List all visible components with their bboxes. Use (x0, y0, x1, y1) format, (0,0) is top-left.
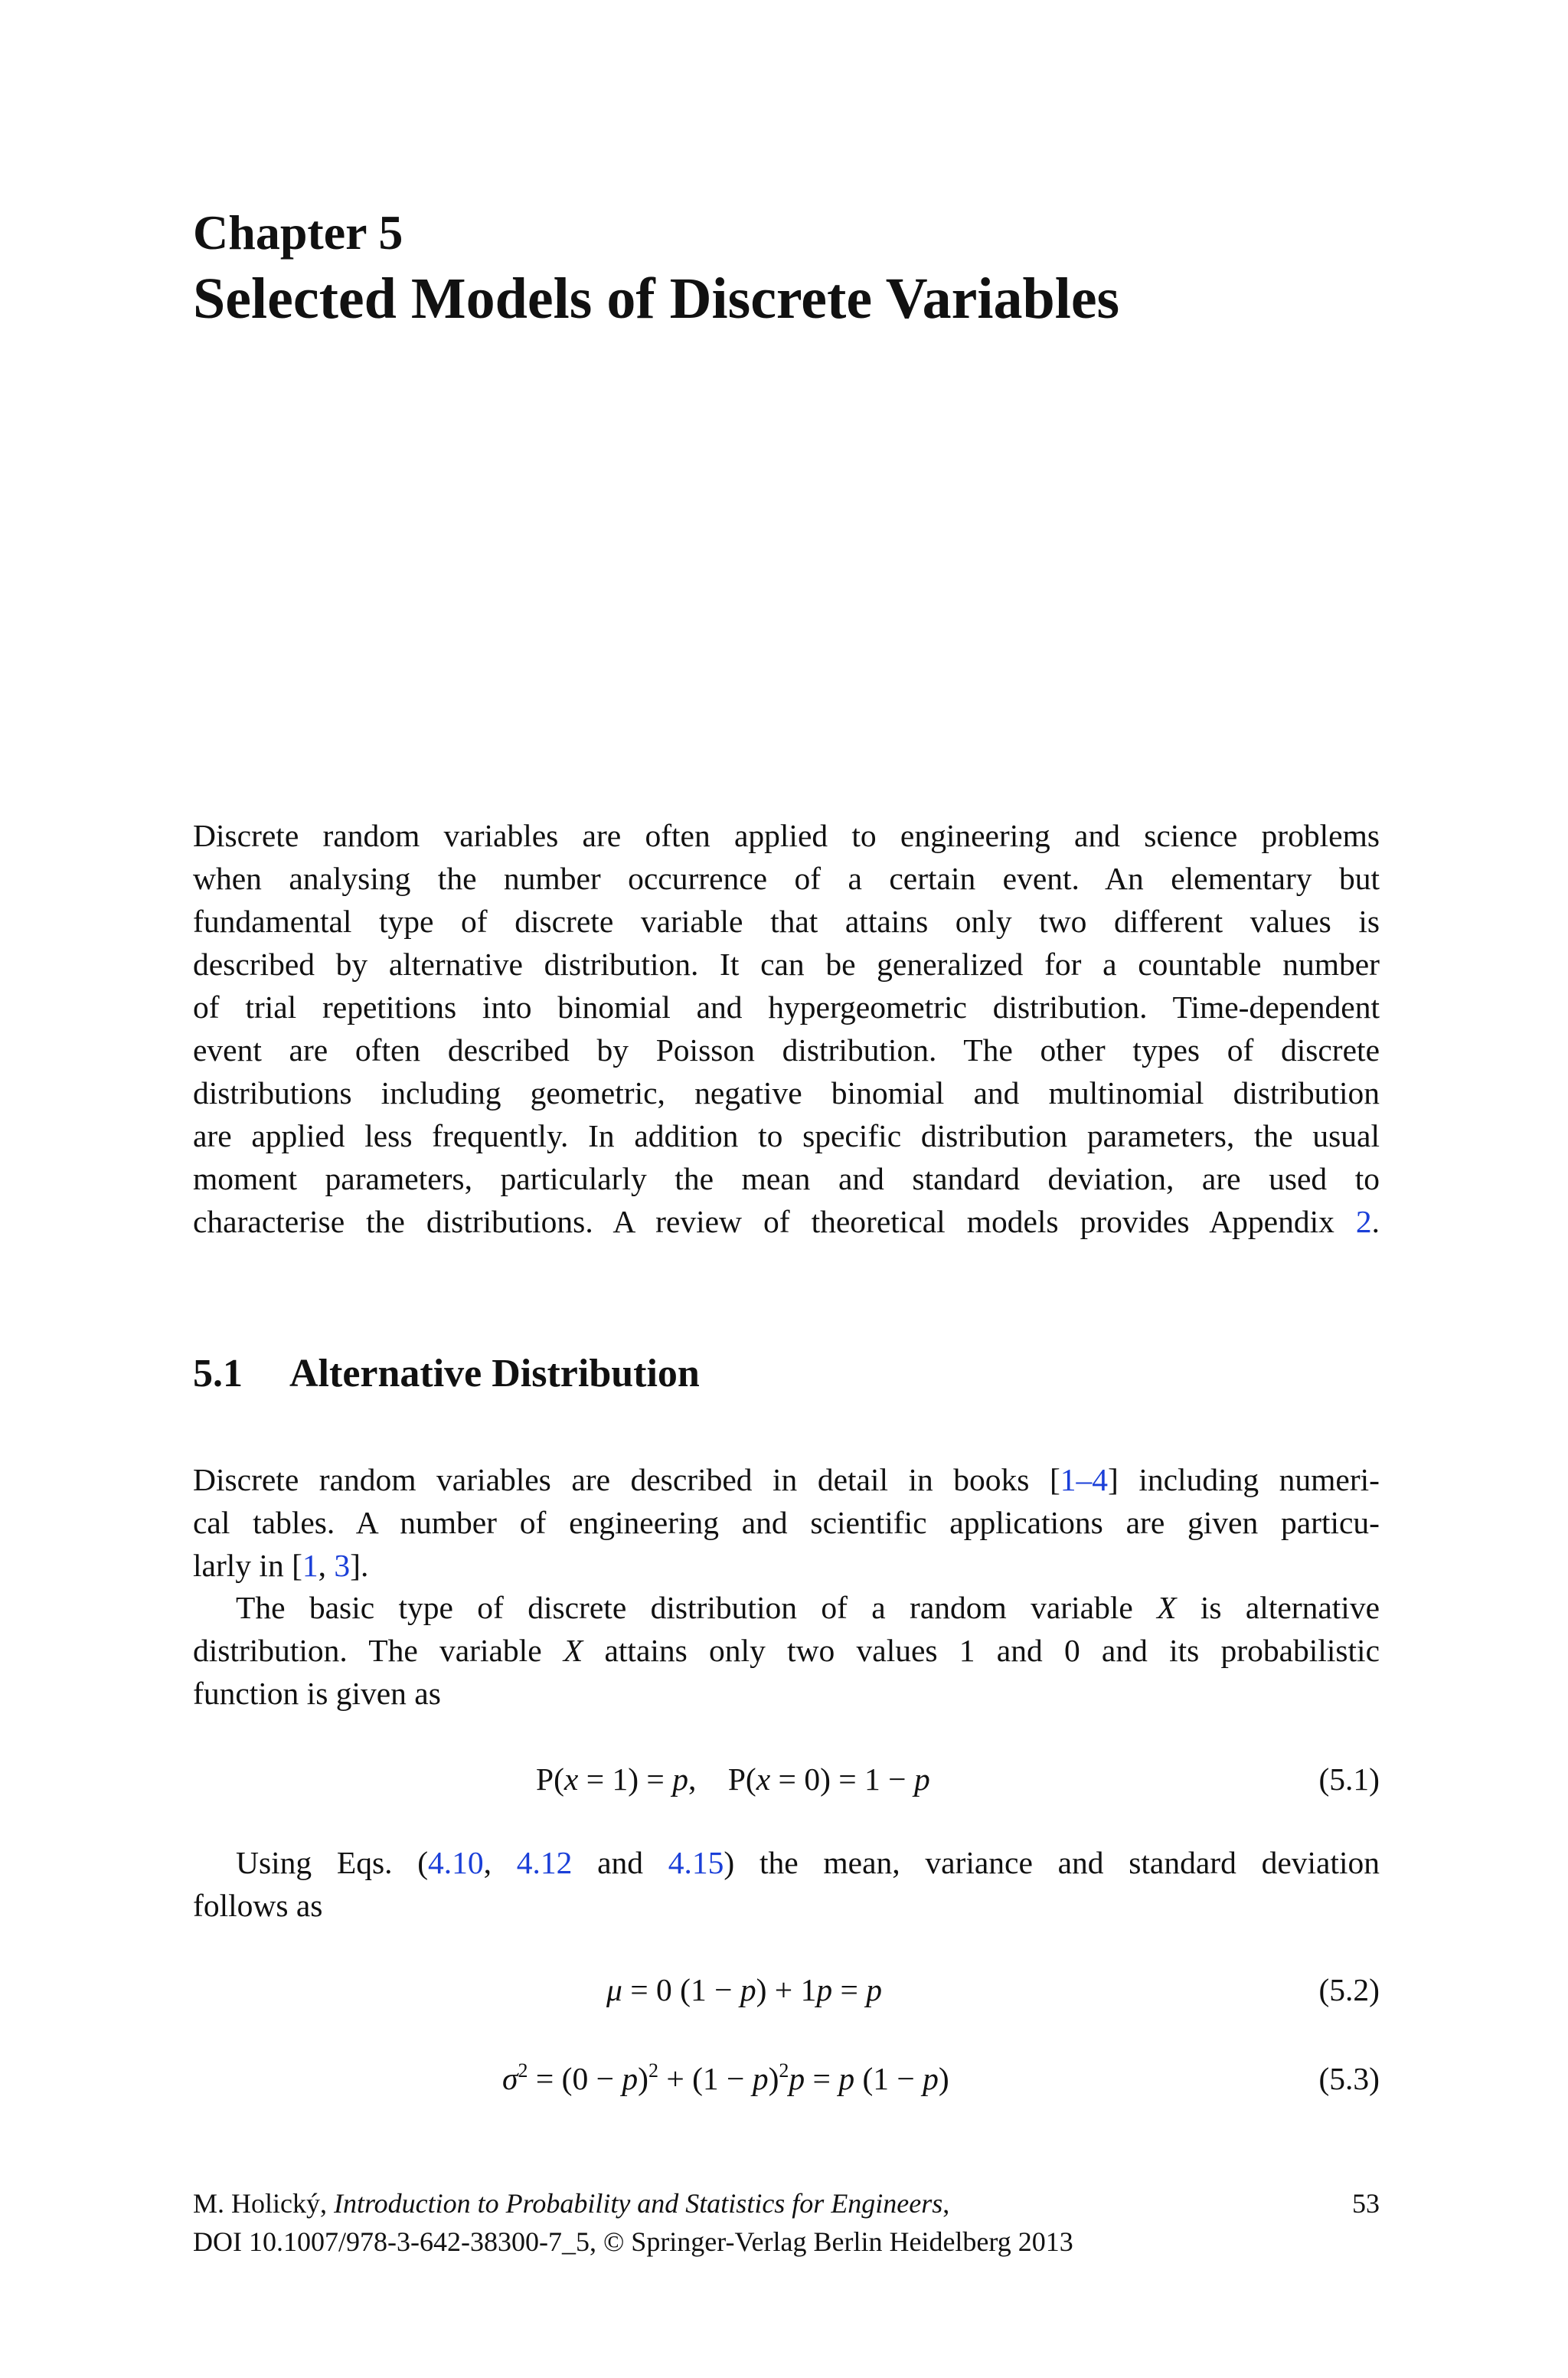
page-footer (193, 2184, 1380, 2261)
abstract-paragraph (193, 814, 1380, 1243)
section-number: 5.1 (193, 1352, 243, 1395)
abstract-last-line-text: characterise the distributions. A review of theoretical models provides Appendix (193, 1204, 1356, 1239)
equation-5-1 (193, 1756, 1380, 1802)
equation-number: (5.1) (1318, 1761, 1380, 1797)
intro-line-3 (193, 1544, 1380, 1587)
abstract-line: of trial repetitions into binomial and hypergeometric distribution. Time-dependent (193, 989, 1380, 1025)
abstract-line: event are often described by Poisson distribution. The other types of discrete (193, 1032, 1380, 1068)
equation-5-2-formula: μ = 0 (1 − p) + 1p = p (606, 1972, 882, 2007)
basic-line-2-end: attains only two values 1 and 0 and its probabilistic (583, 1633, 1380, 1668)
abstract-last-line-end: . (1371, 1204, 1380, 1239)
abstract-line: described by alternative distribution. It can be generalized for a countable number (193, 947, 1380, 982)
abstract-last-line (193, 1200, 1380, 1243)
basic-line-3: function is given as (193, 1676, 441, 1711)
abstract-line: when analysing the number occurrence of a certain event. An elementary but (193, 861, 1380, 896)
abstract-line: moment parameters, particularly the mean and standard deviation, are used to (193, 1161, 1380, 1196)
footer-book-title: Introduction to Probability and Statistics for Engineers (334, 2188, 943, 2219)
using-sep-b: and (572, 1845, 668, 1880)
intro-line-2: cal tables. A number of engineering and scientific applications are given particu- (193, 1505, 1380, 1540)
reference-link-1-4[interactable]: 1–4 (1060, 1462, 1109, 1497)
basic-line-2 (193, 1629, 1380, 1672)
equation-number: (5.3) (1318, 2061, 1380, 2096)
footer-doi: DOI 10.1007/978-3-642-38300-7_5, © Springer-Verlag Berlin Heidelberg 2013 (193, 2226, 1073, 2257)
intro-line-3-start: larly in [ (193, 1548, 302, 1583)
footer-comma: , (942, 2188, 950, 2219)
abstract-line: are applied less frequently. In addition to specific distribution parameters, the usual (193, 1118, 1380, 1153)
using-line-1-end: ) the mean, variance and standard deviation (724, 1845, 1380, 1880)
footer-citation (193, 2184, 1380, 2223)
using-line-1 (193, 1841, 1380, 1884)
page-number: 53 (1352, 2188, 1380, 2219)
section-title: Alternative Distribution (289, 1352, 700, 1395)
reference-link-3[interactable]: 3 (334, 1548, 351, 1583)
equation-5-1-formula: P(x = 1) = p, P(x = 0) = 1 − p (536, 1761, 930, 1797)
reference-link-1[interactable]: 1 (302, 1548, 318, 1583)
intro-paragraph (193, 1458, 1380, 1587)
appendix-link[interactable]: 2 (1355, 1204, 1372, 1239)
equation-link-4-10[interactable]: 4.10 (428, 1845, 484, 1880)
section-heading (193, 1354, 700, 1394)
using-line-2: follows as (193, 1888, 323, 1923)
basic-line-1-end: is alternative (1176, 1590, 1380, 1625)
using-sep-a: , (483, 1845, 517, 1880)
abstract-line: Discrete random variables are often applied to engineering and science problems (193, 818, 1380, 853)
basic-line-1 (193, 1586, 1380, 1629)
equation-number: (5.2) (1318, 1972, 1380, 2007)
basic-line-1-text: The basic type of discrete distribution of a random variable (236, 1590, 1158, 1625)
equation-5-3 (193, 2056, 1380, 2102)
abstract-line: distributions including geometric, negative binomial and multinomial distribution (193, 1075, 1380, 1110)
equation-5-3-formula: $\sigma^2 = (0 - p)^2 + (1 - p)^2p = p$ (1 − p) (502, 2059, 949, 2096)
chapter-label: Chapter 5 (193, 205, 403, 260)
using-paragraph (193, 1841, 1380, 1927)
equation-5-2 (193, 1967, 1380, 2013)
variable-x: X (563, 1633, 583, 1668)
footer-author: M. Holický, (193, 2188, 334, 2219)
intro-line-1-end: ] including numeri- (1108, 1462, 1380, 1497)
variable-x: X (1157, 1590, 1177, 1625)
abstract-line: fundamental type of discrete variable that attains only two different values is (193, 904, 1380, 939)
equation-link-4-12[interactable]: 4.12 (516, 1845, 573, 1880)
basic-line-2-text: distribution. The variable (193, 1633, 564, 1668)
basic-paragraph (193, 1586, 1380, 1715)
intro-line-1 (193, 1458, 1380, 1501)
equation-link-4-15[interactable]: 4.15 (668, 1845, 724, 1880)
intro-line-3-end: ]. (350, 1548, 369, 1583)
chapter-title: Selected Models of Discrete Variables (193, 267, 1120, 331)
intro-line-1-text: Discrete random variables are described in detail in books [ (193, 1462, 1060, 1497)
intro-line-3-sep: , (318, 1548, 335, 1583)
using-line-1-start: Using Eqs. ( (236, 1845, 429, 1880)
